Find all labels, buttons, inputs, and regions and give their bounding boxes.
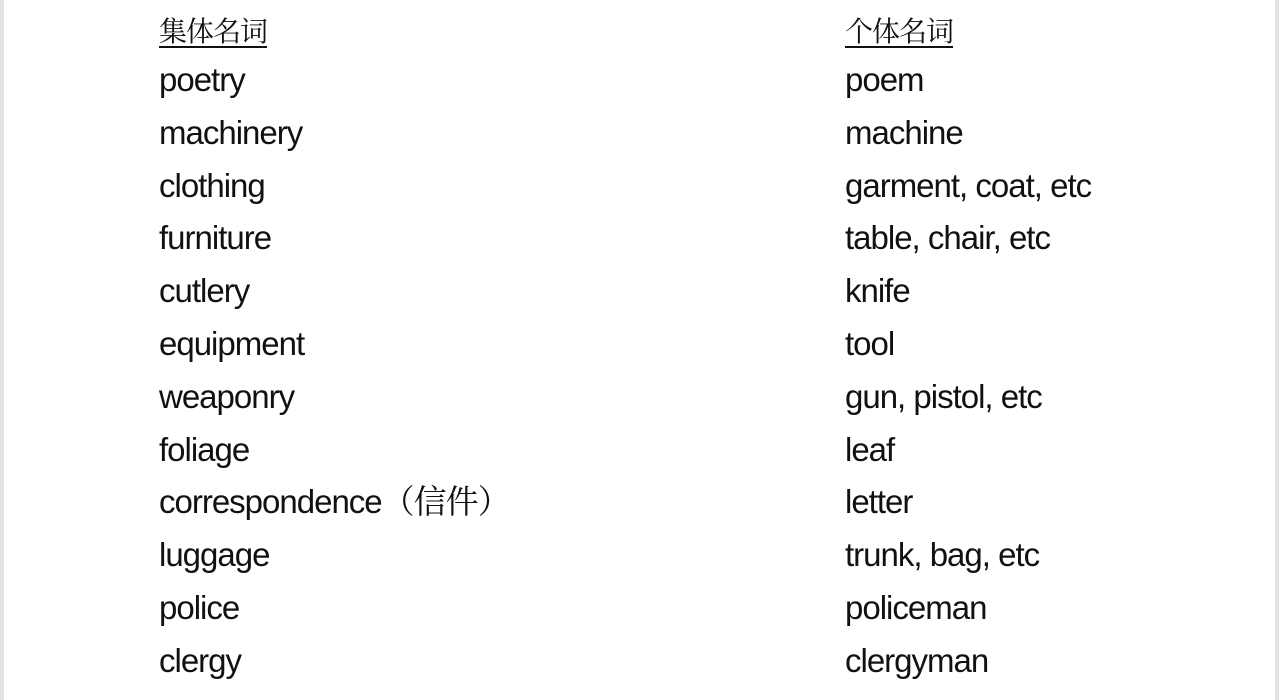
collective-noun-cell: luggage bbox=[159, 536, 270, 574]
individual-noun-cell: machine bbox=[845, 113, 963, 151]
individual-noun-cell: tool bbox=[845, 324, 895, 362]
collective-noun-cell: clothing bbox=[159, 166, 265, 204]
individual-noun-cell: trunk, bag, etc bbox=[845, 536, 1040, 574]
individual-noun-header: 个体名词 bbox=[845, 15, 954, 48]
page-border-left bbox=[0, 0, 4, 700]
collective-noun-cell: police bbox=[159, 588, 240, 626]
collective-noun-cell: poetry bbox=[159, 61, 245, 98]
individual-noun-cell: garment, coat, etc bbox=[845, 166, 1092, 204]
collective-noun-cell: equipment bbox=[159, 324, 305, 362]
individual-noun-cell: policeman bbox=[845, 588, 987, 626]
individual-noun-cell: clergyman bbox=[845, 641, 989, 679]
individual-noun-cell: letter bbox=[845, 483, 913, 521]
collective-noun-column bbox=[159, 10, 510, 688]
individual-noun-cell: gun, pistol, etc bbox=[845, 377, 1042, 415]
individual-noun-cell: poem bbox=[845, 61, 924, 98]
collective-noun-cell: cutlery bbox=[159, 272, 250, 310]
collective-noun-cell: clergy bbox=[159, 641, 242, 679]
collective-noun-cell: furniture bbox=[159, 219, 272, 257]
collective-noun-cell: foliage bbox=[159, 430, 250, 468]
collective-noun-cell: machinery bbox=[159, 113, 303, 151]
individual-noun-cell: table, chair, etc bbox=[845, 219, 1050, 257]
individual-noun-column bbox=[845, 10, 1091, 688]
collective-noun-cell: correspondence（信件） bbox=[159, 483, 510, 521]
individual-noun-cell: knife bbox=[845, 272, 910, 310]
collective-noun-header: 集体名词 bbox=[159, 15, 268, 48]
individual-noun-cell: leaf bbox=[845, 430, 895, 468]
collective-noun-cell: weaponry bbox=[159, 377, 295, 415]
page-border-right bbox=[1275, 0, 1279, 700]
